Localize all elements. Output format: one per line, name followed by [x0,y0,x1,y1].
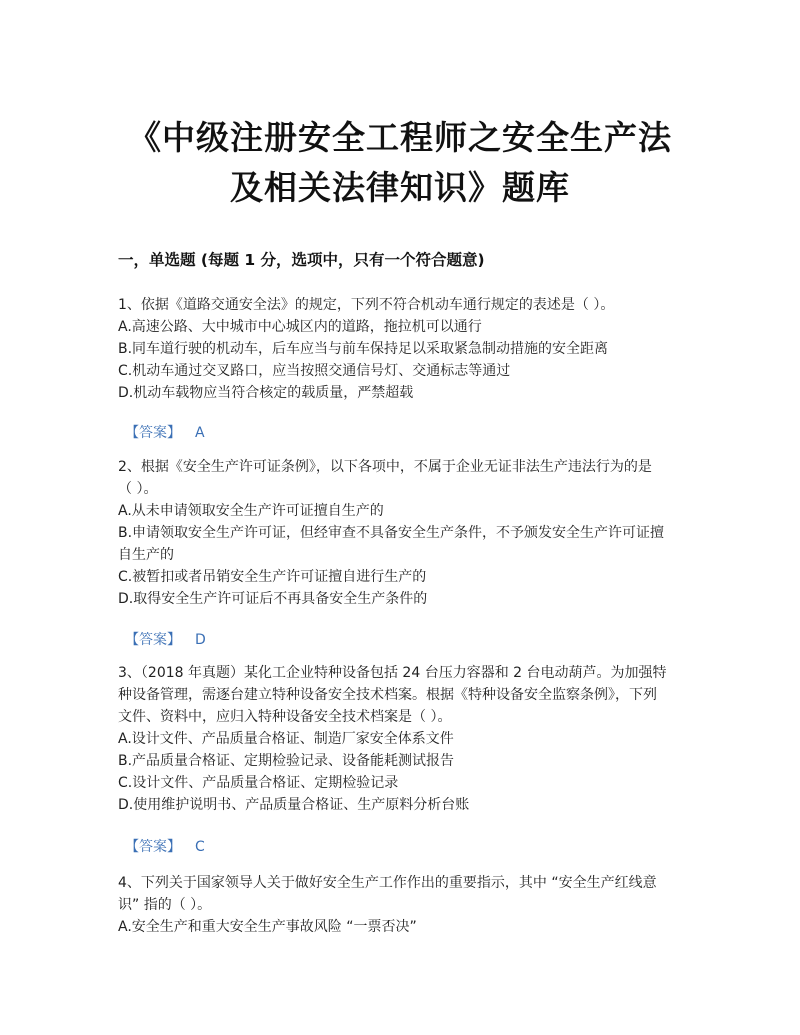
question-1-stem: 1、依据《道路交通安全法》的规定，下列不符合机动车通行规定的表述是（ ）。 [118,297,615,313]
question-2-answer [125,629,206,649]
question-4-stem: 4、下列关于国家领导人关于做好安全生产工作作出的重要指示，其中 “安全生产红线意 [118,875,657,891]
question-2-stem: 2、根据《安全生产许可证条例》，以下各项中，不属于企业无证非法生产违法行为的是 [118,459,652,475]
question-3-option-a: A.设计文件、产品质量合格证、制造厂家安全体系文件 [118,731,454,747]
question-2-option-a: A.从未申请领取安全生产许可证擅自生产的 [118,503,384,519]
answer-label: 【答案】 [125,632,181,648]
question-2 [118,456,684,610]
answer-label: 【答案】 [125,839,181,855]
question-3-stem-cont-1: 种设备管理，需逐台建立特种设备安全技术档案。根据《特种设备安全监察条例》，下列 [118,687,657,703]
document-title-line-1: 《中级注册安全工程师之安全生产法 [128,118,672,157]
question-1 [118,294,684,404]
question-2-option-c: C.被暂扣或者吊销安全生产许可证擅自进行生产的 [118,569,427,585]
question-3-option-b: B.产品质量合格证、定期检验记录、设备能耗测试报告 [118,753,455,769]
question-4-option-a: A.安全生产和重大安全生产事故风险 “一票否决” [118,919,417,935]
section-heading: 一，单选题 (每题 1 分，选项中，只有一个符合题意) [118,251,485,269]
answer-value: A [195,425,205,441]
question-4-stem-cont: 识” 指的（ ）。 [118,897,212,913]
question-3-stem-cont-2: 文件、资料中，应归入特种设备安全技术档案是（ ）。 [118,709,452,725]
question-2-option-d: D.取得安全生产许可证后不再具备安全生产条件的 [118,591,428,607]
question-1-answer [125,422,205,442]
question-1-option-c: C.机动车通过交叉路口，应当按照交通信号灯、交通标志等通过 [118,363,511,379]
question-3-option-d: D.使用维护说明书、产品质量合格证、生产原料分析台账 [118,797,470,813]
question-2-option-b-cont: 自生产的 [118,547,174,563]
question-3-option-c: C.设计文件、产品质量合格证、定期检验记录 [118,775,399,791]
question-1-option-d: D.机动车载物应当符合核定的载质量，严禁超载 [118,385,414,401]
question-3 [118,662,684,816]
question-3-stem: 3、（2018 年真题）某化工企业特种设备包括 24 台压力容器和 2 台电动葫芦。为加强特 [118,665,667,681]
answer-value: D [195,632,206,648]
question-4 [118,872,684,938]
question-1-option-a: A.高速公路、大中城市中心城区内的道路，拖拉机可以通行 [118,319,482,335]
answer-value: C [195,839,205,855]
document-title-line-2: 及相关法律知识》题库 [230,168,570,207]
question-2-option-b: B.申请领取安全生产许可证，但经审查不具备安全生产条件，不予颁发安全生产许可证擅 [118,525,665,541]
question-1-option-b: B.同车道行驶的机动车，后车应当与前车保持足以采取紧急制动措施的安全距离 [118,341,609,357]
question-3-answer [125,836,205,856]
question-2-stem-cont: （ ）。 [118,481,158,497]
answer-label: 【答案】 [125,425,181,441]
